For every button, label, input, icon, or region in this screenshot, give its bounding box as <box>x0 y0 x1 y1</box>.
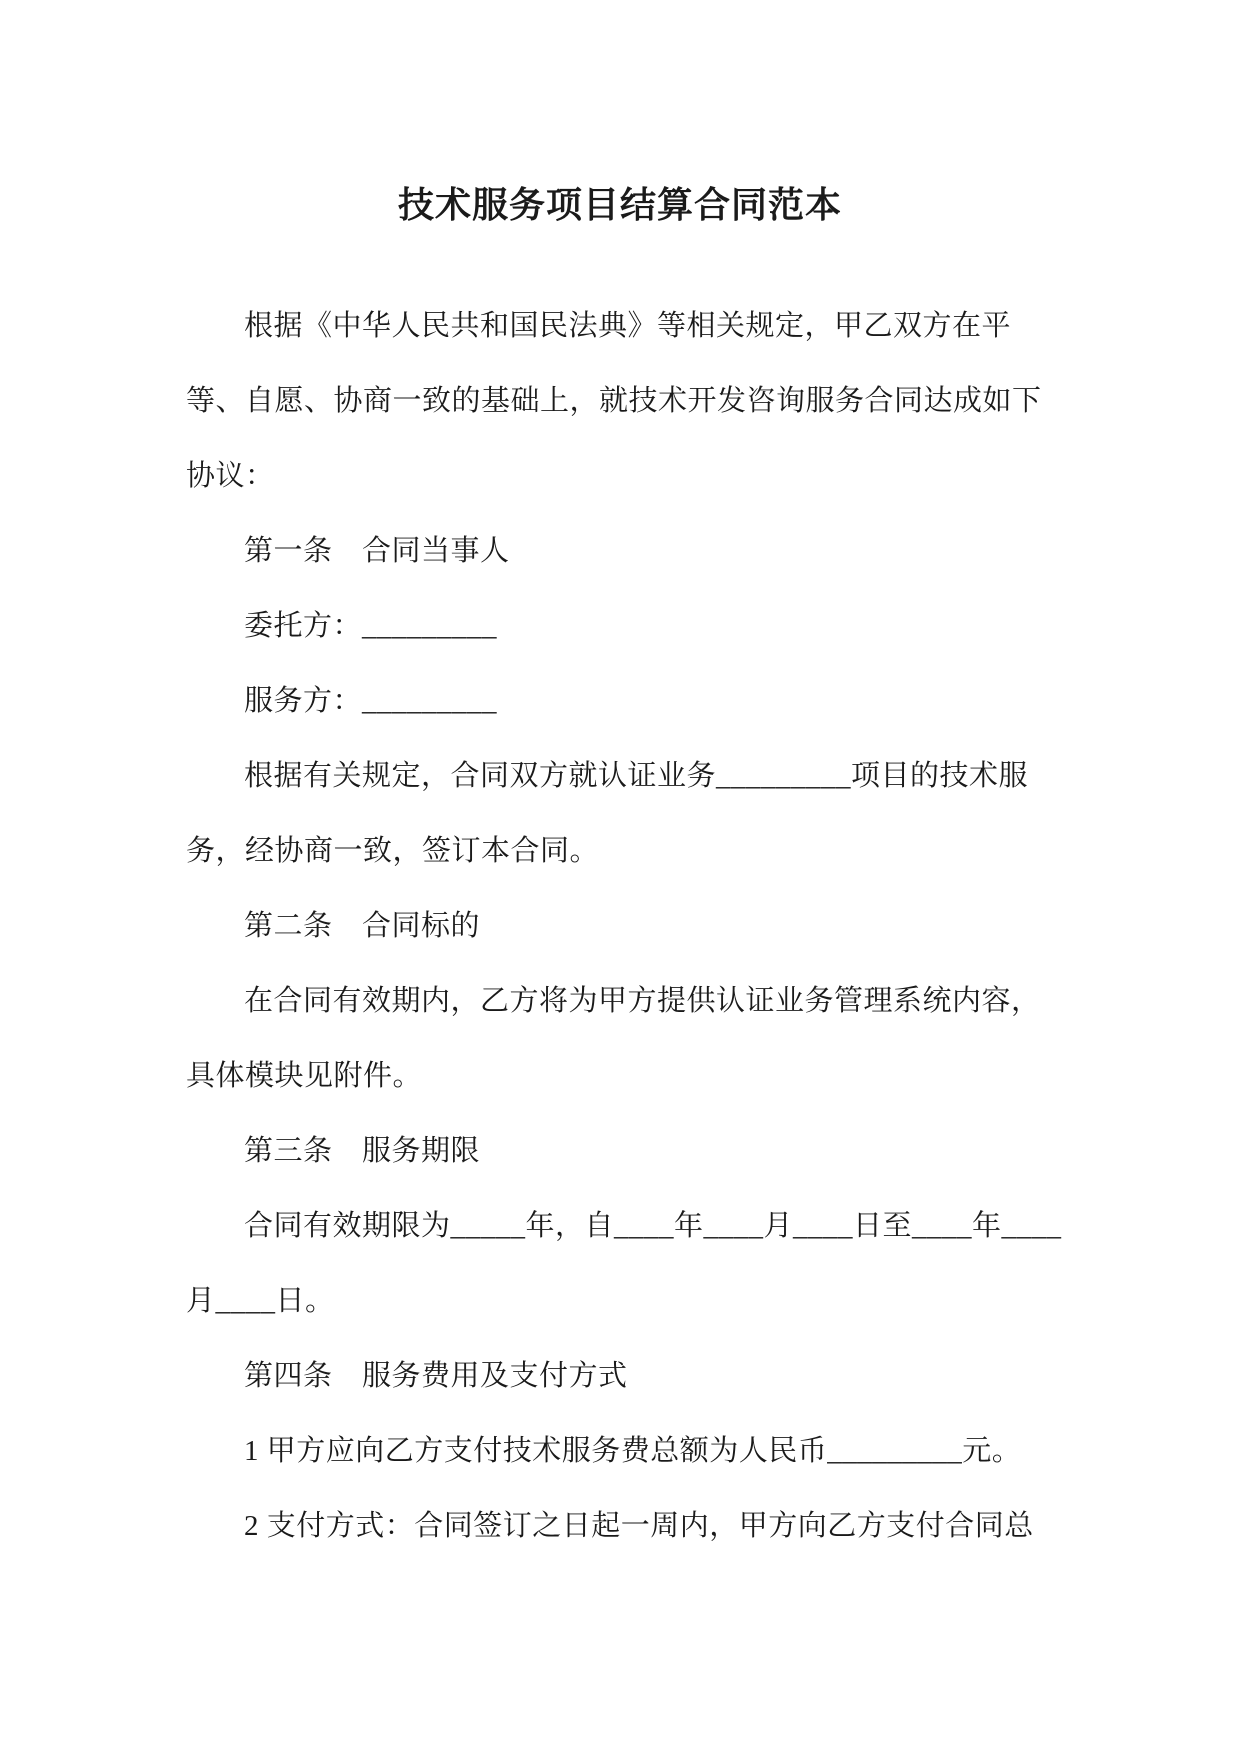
contract-line: 服务方：_________ <box>244 685 498 717</box>
contract-line: 等、自愿、协商一致的基础上，就技术开发咨询服务合同达成如下 <box>186 385 1042 417</box>
contract-line: 月____日。 <box>186 1285 335 1317</box>
contract-line: 根据有关规定，合同双方就认证业务_________项目的技术服 <box>244 760 1029 792</box>
contract-line: 协议： <box>186 460 275 492</box>
contract-line: 第一条 合同当事人 <box>244 535 510 567</box>
contract-body <box>0 289 1240 1564</box>
document-title: 技术服务项目结算合同范本 <box>397 185 842 225</box>
contract-line: 务，经协商一致，签订本合同。 <box>186 835 600 867</box>
contract-line: 在合同有效期内，乙方将为甲方提供认证业务管理系统内容， <box>244 985 1041 1017</box>
contract-line: 1 甲方应向乙方支付技术服务费总额为人民币_________元。 <box>244 1435 1022 1467</box>
contract-line: 根据《中华人民共和国民法典》等相关规定，甲乙双方在平 <box>244 310 1012 342</box>
contract-line: 第四条 服务费用及支付方式 <box>244 1360 628 1392</box>
contract-line: 具体模块见附件。 <box>186 1060 423 1092</box>
contract-line: 委托方：_________ <box>244 610 498 642</box>
contract-line: 第三条 服务期限 <box>244 1135 481 1167</box>
contract-line: 合同有效期限为_____年，自____年____月____日至____年____ <box>244 1210 1062 1242</box>
contract-line: 第二条 合同标的 <box>244 910 481 942</box>
contract-line: 2 支付方式：合同签订之日起一周内，甲方向乙方支付合同总 <box>244 1510 1034 1542</box>
